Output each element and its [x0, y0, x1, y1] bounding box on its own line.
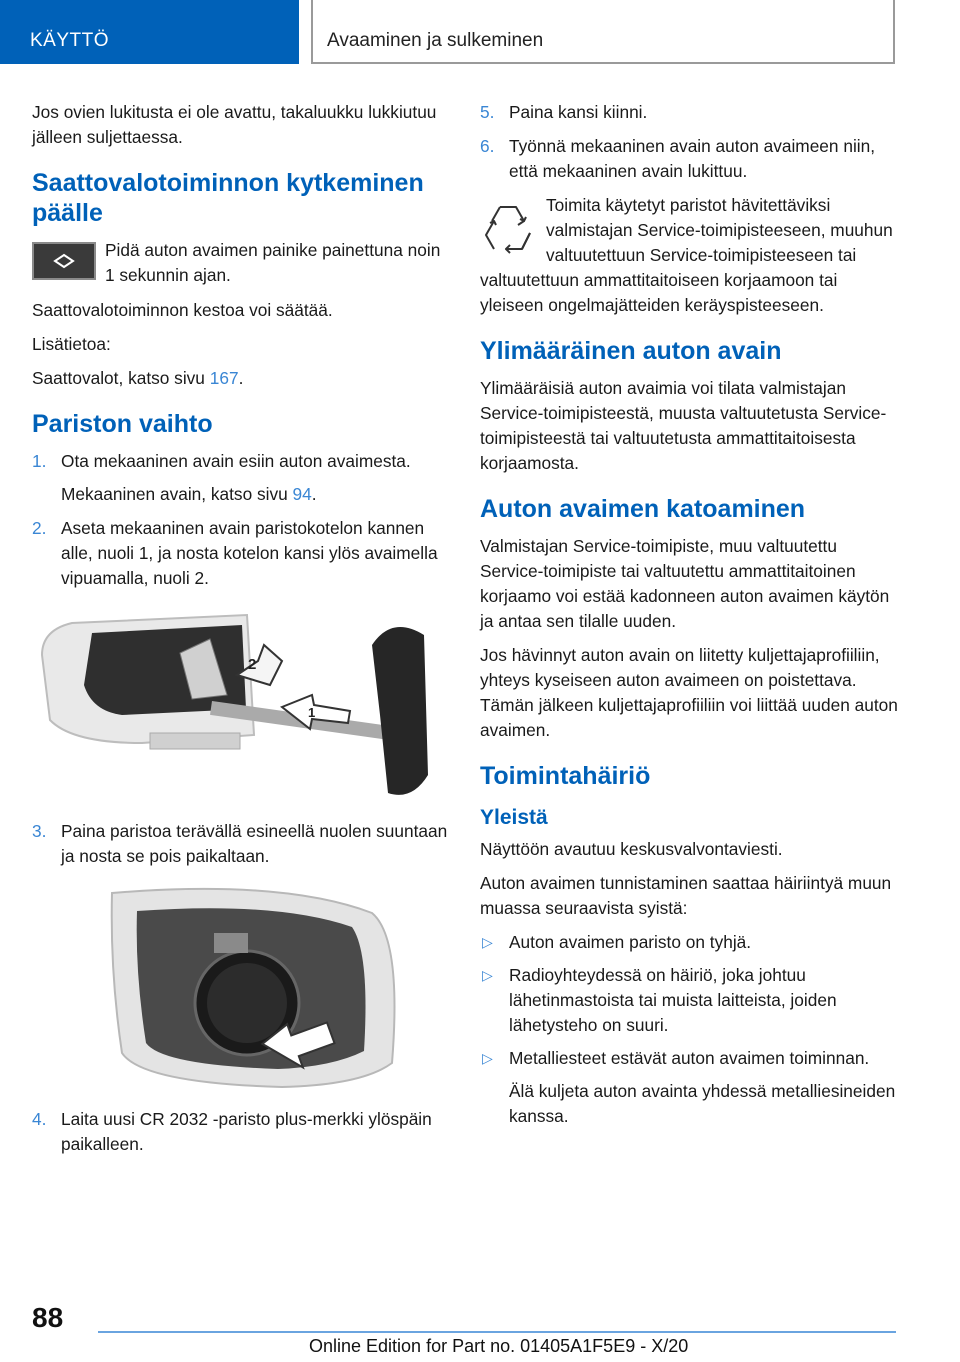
bullet-text: Metalliesteet estävät auton avaimen toiminnan. [509, 1048, 870, 1068]
step-5 [480, 100, 898, 125]
bullet-text: Radioyhteydessä on häiriö, joka johtuu lähetinmastoista tai muista laitteista, joiden lähetysteho on suuri. [509, 965, 837, 1035]
lost-key-text-1: Valmistajan Service-toimipiste, muu valtuutettu Service-toimipiste tai valtuutettu ammattitaitoinen korjaamo voi estää kadonneen auton avaimen käytön ja antaa sen tilalle uuden. [480, 536, 890, 631]
triangle-bullet-icon: ▷ [482, 934, 493, 950]
bullet-item [480, 1046, 898, 1129]
page-number: 88 [32, 1302, 64, 1333]
step-number: 4. [32, 1109, 47, 1129]
footer-divider [98, 1331, 896, 1333]
heading-malfunction: Toimintahäiriö [480, 762, 651, 790]
step-text: Paina kansi kiinni. [509, 102, 648, 122]
step-number: 3. [32, 821, 47, 841]
recycle-icon [480, 199, 536, 261]
heading-general: Yleistä [480, 806, 548, 829]
step-text: Työnnä mekaaninen avain auton avaimeen niin, että mekaaninen avain lukittuu. [509, 136, 876, 181]
bullet-subtext: Älä kuljeta auton avainta yhdessä metalliesineiden kanssa. [509, 1081, 896, 1126]
step-2 [32, 516, 450, 591]
step-1 [32, 449, 450, 507]
figure-label-1: 1 [308, 705, 316, 720]
escort-reference: Saattovalot, katso sivu 167. [32, 368, 244, 388]
page-link-167[interactable]: 167 [209, 368, 239, 388]
page-link-94[interactable]: 94 [292, 484, 312, 504]
chapter-header [311, 0, 895, 64]
step-text: Laita uusi CR 2032 -paristo plus-merkki ylöspäin paikalleen. [61, 1109, 432, 1154]
escort-instruction: Pidä auton avaimen painike painettuna noin 1 sekunnin ajan. [105, 240, 441, 285]
step-number: 5. [480, 102, 495, 122]
bullet-item [480, 963, 898, 1038]
recycling-text: Toimita käytetyt paristot hävitettäviksi valmistajan Service-toimipisteeseen, muuhun valtuutettuun Service-toimipisteeseen tai valtuutettuun ammattitaitoiseen korjaamoon tai yleiseen ongelmajätteiden keräyspisteeseen. [480, 195, 893, 315]
bullet-text: Auton avaimen paristo on tyhjä. [509, 932, 752, 952]
more-info-label: Lisätietoa: [32, 334, 111, 354]
heading-extra-key: Ylimääräinen auton avain [480, 337, 782, 365]
chapter-title: Avaaminen ja sulkeminen [327, 30, 544, 51]
battery-removal-illustration [32, 883, 450, 1093]
step-3 [32, 819, 450, 869]
figure-label-2: 2 [248, 656, 257, 673]
heading-lost-key: Auton avaimen katoaminen [480, 495, 806, 523]
step-text: Ota mekaaninen avain esiin auton avaimesta. [61, 451, 411, 471]
key-opening-illustration [32, 605, 450, 805]
heading-battery-change: Pariston vaihto [32, 410, 213, 438]
bullet-item [480, 930, 898, 955]
step-6 [480, 134, 898, 184]
right-column [480, 100, 898, 1137]
step-number: 1. [32, 451, 47, 471]
triangle-bullet-icon: ▷ [482, 967, 493, 983]
heading-escort-light: Saattovalotoiminnon kytkeminen päälle [32, 169, 424, 227]
lost-key-text-2: Jos hävinnyt auton avain on liitetty kuljettajaprofiiliin, yhteys kyseiseen auton avaimeen on poistettava. Tämän jälkeen kuljettajaprofiiliin voi liittää uuden auton avaimen. [480, 645, 898, 740]
section-header [0, 0, 299, 64]
step-4 [32, 1107, 450, 1157]
step-reference: Mekaaninen avain, katso sivu 94. [61, 484, 317, 504]
fault-text-2: Auton avaimen tunnistaminen saattaa häiriintyä muun muassa seuraavista syistä: [480, 873, 892, 918]
triangle-bullet-icon: ▷ [482, 1050, 493, 1066]
step-number: 2. [32, 518, 47, 538]
fault-text-1: Näyttöön avautuu keskusvalvontaviesti. [480, 839, 783, 859]
left-column [32, 100, 450, 1166]
step-text: Paina paristoa terävällä esineellä nuolen suuntaan ja nosta se pois paikaltaan. [61, 821, 448, 866]
intro-paragraph: Jos ovien lukitusta ei ole avattu, takaluukku lukkiutuu jälleen suljettaessa. [32, 102, 437, 147]
extra-key-text: Ylimääräisiä auton avaimia voi tilata valmistajan Service-toimipisteestä, muusta valtuutetusta Service-toimipisteestä tai valtuutetusta ammattitaitoisesta korjaamosta. [480, 378, 887, 473]
section-title: KÄYTTÖ [30, 30, 110, 51]
footer-edition: Online Edition for Part no. 01405A1F5E9 - X/20 [309, 1336, 689, 1356]
step-number: 6. [480, 136, 495, 156]
escort-adjust-text: Saattovalotoiminnon kestoa voi säätää. [32, 300, 333, 320]
escort-instruction-row [32, 238, 450, 288]
key-button-icon [32, 242, 96, 280]
step-text: Aseta mekaaninen avain paristokotelon kannen alle, nuoli 1, ja nosta kotelon kansi ylös avaimella vipuamalla, nuoli 2. [61, 518, 438, 588]
recycling-note [480, 193, 898, 318]
